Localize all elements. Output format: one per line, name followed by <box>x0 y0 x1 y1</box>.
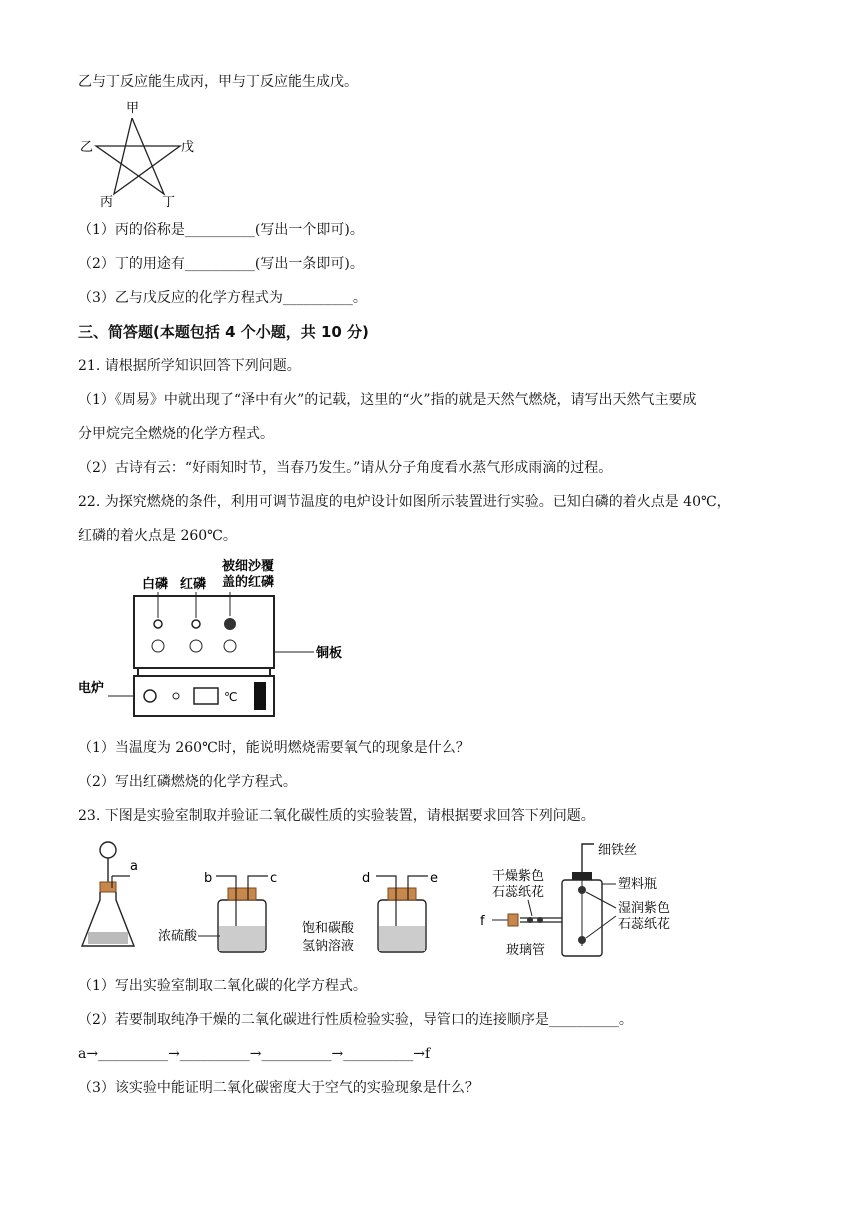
q21-2: （2）古诗有云：“好雨知时节，当春乃发生。”请从分子角度看水蒸气形成雨滴的过程。 <box>78 460 613 476</box>
label-c: c <box>270 871 278 886</box>
label-a: a <box>130 859 138 874</box>
star-top: 甲 <box>126 101 140 116</box>
q23-2: （2）若要制取纯净干燥的二氧化碳进行性质检验实验，导管口的连接顺序是__________。 <box>78 1012 633 1028</box>
covered-red-phosphorus <box>224 618 236 630</box>
bicarbonate-bottle <box>302 871 438 954</box>
q23-1: （1）写出实验室制取二氧化碳的化学方程式。 <box>78 978 367 994</box>
label-stove: 电炉 <box>78 681 105 696</box>
label-b: b <box>204 871 213 886</box>
star-bottom-left: 丙 <box>100 195 114 208</box>
intro-line: 乙与丁反应能生成丙，甲与丁反应能生成戊。 <box>78 74 358 90</box>
label-wire: 细铁丝 <box>598 843 638 858</box>
acid-bottle <box>158 871 277 952</box>
label-tube: 玻璃管 <box>506 943 546 958</box>
q21-1a: （1）《周易》中就出现了“泽中有火”的记载，这里的“火”指的就是天然气燃烧，请写出天然气主要成 <box>78 392 697 408</box>
label-d: d <box>362 871 371 886</box>
q22-stem-b: 红磷的着火点是 260℃。 <box>78 528 237 544</box>
q20-3: （3）乙与戊反应的化学方程式为__________。 <box>78 290 367 306</box>
label-covered-2: 盖的红磷 <box>222 575 275 590</box>
star-lines <box>96 118 180 194</box>
mark-2 <box>190 640 202 652</box>
label-red: 红磷 <box>180 577 207 592</box>
q22-2: （2）写出红磷燃烧的化学方程式。 <box>78 774 297 790</box>
plastic-bottle-test <box>480 842 670 958</box>
q22-1: （1）当温度为 260℃时，能说明燃烧需要氧气的现象是什么？ <box>78 740 470 756</box>
stove-diagram <box>78 556 358 724</box>
label-sat-2: 氢钠溶液 <box>302 939 355 954</box>
q23-3: （3）该实验中能证明二氧化碳密度大于空气的实验现象是什么？ <box>78 1080 479 1096</box>
q20-2: （2）丁的用途有__________(写出一条即可)。 <box>78 256 364 272</box>
label-dry-2: 石蕊纸花 <box>492 885 545 900</box>
star-diagram <box>78 98 208 208</box>
label-white: 白磷 <box>142 577 169 592</box>
label-e: e <box>430 871 438 886</box>
mark-3 <box>224 640 236 652</box>
stove-unit: ℃ <box>224 690 238 704</box>
stove-knob-2 <box>173 693 179 699</box>
label-sat-1: 饱和碳酸 <box>302 921 355 936</box>
label-covered-1: 被细沙覆 <box>222 559 275 574</box>
mark-1 <box>152 640 164 652</box>
label-dry-1: 干燥紫色 <box>492 869 545 884</box>
stove-switch <box>254 682 266 710</box>
white-phosphorus <box>154 620 162 628</box>
flask-apparatus <box>82 842 138 946</box>
section-heading: 三、简答题(本题包括 4 个小题，共 10 分) <box>78 323 369 341</box>
q21-1b: 分甲烷完全燃烧的化学方程式。 <box>78 426 274 442</box>
stove-body <box>134 676 274 716</box>
q23-stem: 23. 下图是实验室制取并验证二氧化碳性质的实验装置，请根据要求回答下列问题。 <box>78 808 595 824</box>
star-right: 戊 <box>181 140 195 155</box>
stove-display <box>194 688 218 704</box>
star-left: 乙 <box>80 140 94 155</box>
q21-stem: 21. 请根据所学知识回答下列问题。 <box>78 358 301 374</box>
q20-1: （1）丙的俗称是__________(写出一个即可)。 <box>78 222 364 238</box>
label-acid: 浓硫酸 <box>158 929 198 944</box>
label-copper: 铜板 <box>316 646 343 661</box>
stove-knob-1 <box>144 690 156 702</box>
red-phosphorus <box>192 620 200 628</box>
label-bottle: 塑料瓶 <box>618 877 658 892</box>
label-wet-2: 石蕊纸花 <box>618 917 671 932</box>
label-f: f <box>480 914 485 929</box>
copper-plate <box>134 596 274 668</box>
label-wet-1: 湿润紫色 <box>618 901 671 916</box>
q23-chain: a→__________→__________→__________→__________→f <box>78 1046 431 1062</box>
star-bottom-right: 丁 <box>162 195 176 208</box>
co2-apparatus <box>78 836 698 966</box>
q22-stem-a: 22. 为探究燃烧的条件，利用可调节温度的电炉设计如图所示装置进行实验。已知白磷的着火点是 40℃， <box>78 494 731 510</box>
